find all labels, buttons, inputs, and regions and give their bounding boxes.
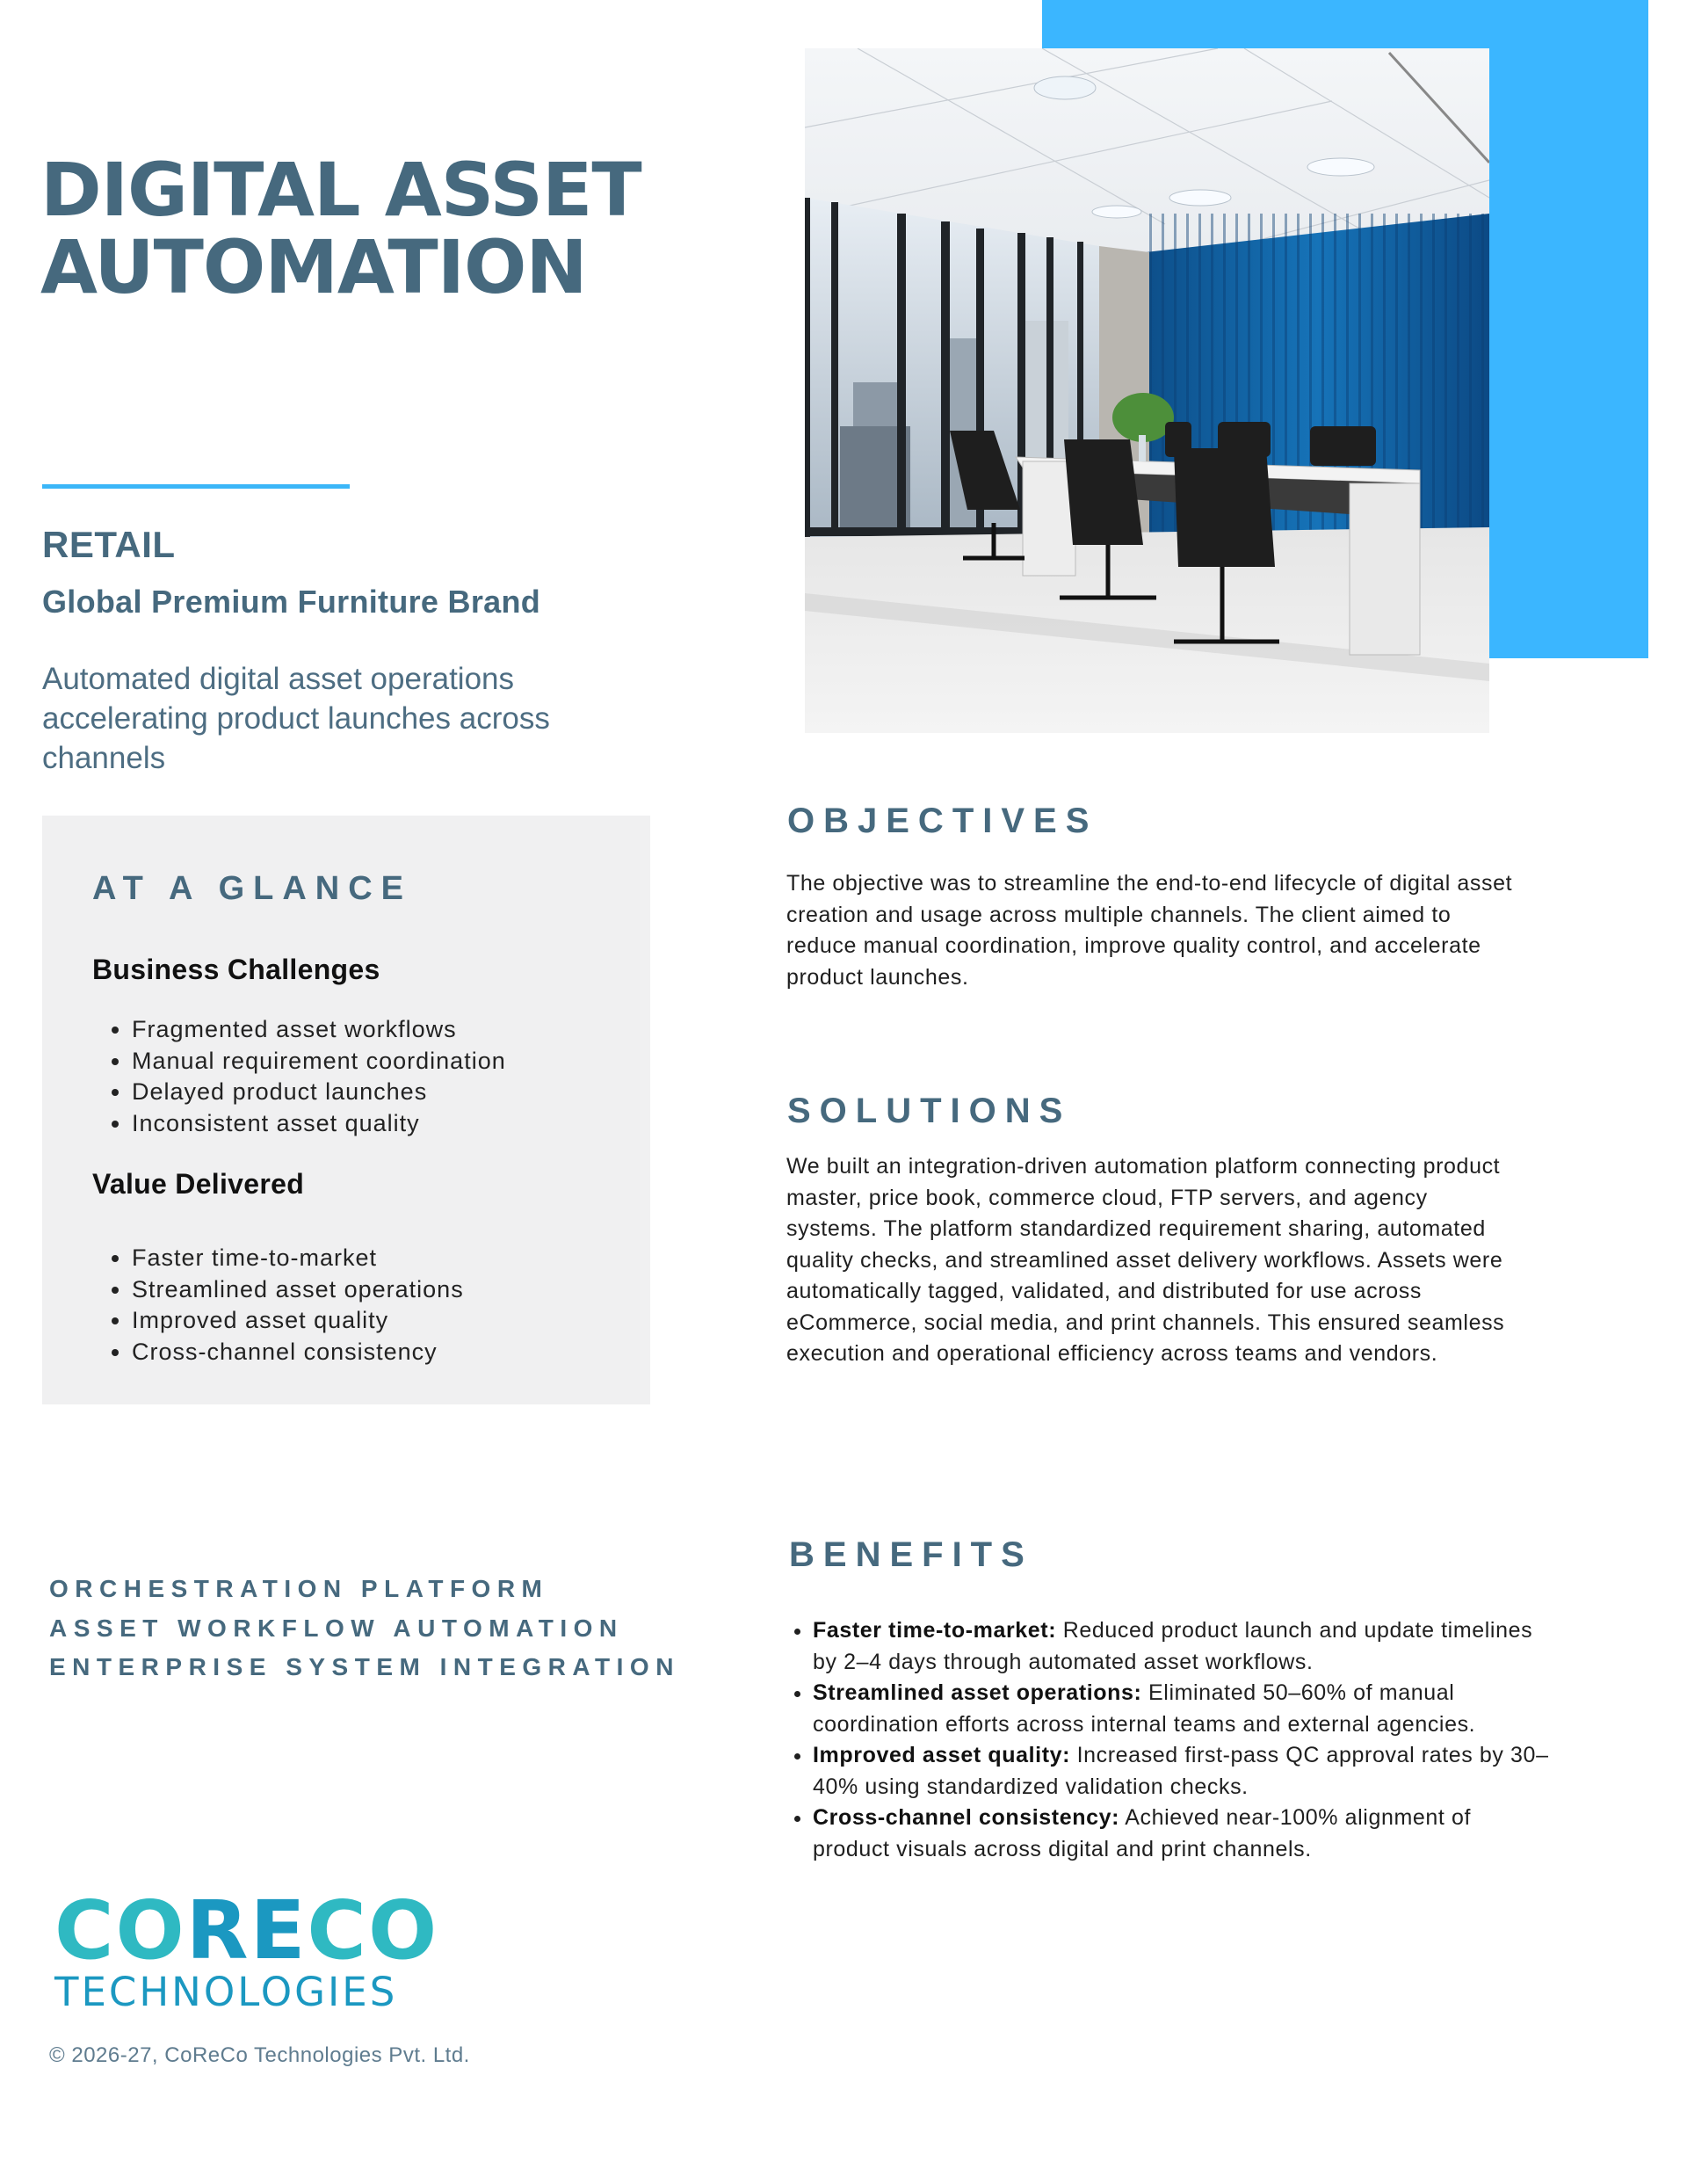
list-item: • Manual requirement coordination xyxy=(132,1046,506,1077)
list-item: • Cross-channel consistency xyxy=(132,1337,464,1368)
list-item: • Fragmented asset workflows xyxy=(132,1014,506,1046)
value-list xyxy=(92,1243,464,1368)
photo-illustration xyxy=(805,48,1489,733)
conference-room-photo xyxy=(805,48,1489,733)
challenges-list xyxy=(92,1014,506,1139)
accent-divider xyxy=(42,484,350,489)
at-a-glance-panel xyxy=(42,816,650,1404)
benefit-text: Increased first-pass QC approval rates by 30–40% using standardized validation checks. xyxy=(813,1743,1549,1799)
logo-part-re: RE xyxy=(185,1883,308,1977)
benefit-item xyxy=(813,1740,1551,1803)
list-item: • Improved asset quality xyxy=(132,1305,464,1337)
at-a-glance-heading: AT A GLANCE xyxy=(92,870,413,907)
copyright-text: © 2026-27, CoReCo Technologies Pvt. Ltd. xyxy=(49,2043,470,2067)
benefit-item xyxy=(813,1615,1551,1678)
benefit-text: Reduced product launch and update timelines by 2–4 days through automated asset workflows. xyxy=(813,1618,1533,1674)
benefit-item xyxy=(813,1803,1551,1865)
benefits-heading: BENEFITS xyxy=(789,1535,1033,1574)
client-name: Global Premium Furniture Brand xyxy=(42,584,541,620)
benefit-label: Streamlined asset operations: xyxy=(813,1680,1142,1705)
tagline: Automated digital asset operations accelerating product launches across channels xyxy=(42,662,550,775)
value-delivered-heading: Value Delivered xyxy=(92,1168,305,1200)
solutions-heading: SOLUTIONS xyxy=(787,1092,1072,1130)
capability-tags xyxy=(49,1570,680,1687)
benefit-label: Cross-channel consistency: xyxy=(813,1805,1120,1830)
logo-part-co-2: CO xyxy=(307,1883,439,1977)
logo-subtitle: TECHNOLOGIES xyxy=(54,1969,398,2015)
benefit-item xyxy=(813,1678,1551,1740)
tag: ORCHESTRATION PLATFORM xyxy=(49,1575,549,1602)
logo-wordmark xyxy=(54,1883,439,1977)
industry-label: RETAIL xyxy=(42,524,176,565)
benefit-label: Improved asset quality: xyxy=(813,1743,1071,1767)
benefit-text: Eliminated 50–60% of manual coordination efforts across internal teams and external agencies. xyxy=(813,1680,1476,1737)
list-item: • Inconsistent asset quality xyxy=(132,1108,506,1140)
solutions-body: We built an integration-driven automation platform connecting product master, price book, commerce cloud, FTP servers, and agency systems. The platform standardized requirement sharing, automated quality checks, and streamlined asset delivery workflows. Assets were automatically tagged, validated, and distributed for use across eCommerce, social media, and print channels. This ensured seamless execution and operational efficiency across teams and vendors. xyxy=(786,1154,1505,1366)
benefit-label: Faster time-to-market: xyxy=(813,1618,1057,1643)
list-item: • Streamlined asset operations xyxy=(132,1274,464,1306)
title-line-1: DIGITAL ASSET xyxy=(40,147,641,233)
list-item: • Faster time-to-market xyxy=(132,1243,464,1274)
tag: ASSET WORKFLOW AUTOMATION xyxy=(49,1614,624,1642)
benefit-text: Achieved near-100% alignment of product visuals across digital and print channels. xyxy=(813,1805,1472,1861)
tag: ENTERPRISE SYSTEM INTEGRATION xyxy=(49,1653,680,1680)
business-challenges-heading: Business Challenges xyxy=(92,954,380,985)
benefits-list xyxy=(786,1615,1551,1865)
company-logo xyxy=(54,1883,439,2017)
objectives-body: The objective was to streamline the end-to-end lifecycle of digital asset creation and usage across multiple channels. The client aimed to reduce manual coordination, improve quality control, and accelerate product launches. xyxy=(786,871,1513,990)
logo-part-co: CO xyxy=(54,1883,186,1977)
list-item: • Delayed product launches xyxy=(132,1077,506,1108)
objectives-heading: OBJECTIVES xyxy=(787,802,1098,840)
title-line-2: AUTOMATION xyxy=(40,224,587,310)
page-title xyxy=(40,147,641,310)
